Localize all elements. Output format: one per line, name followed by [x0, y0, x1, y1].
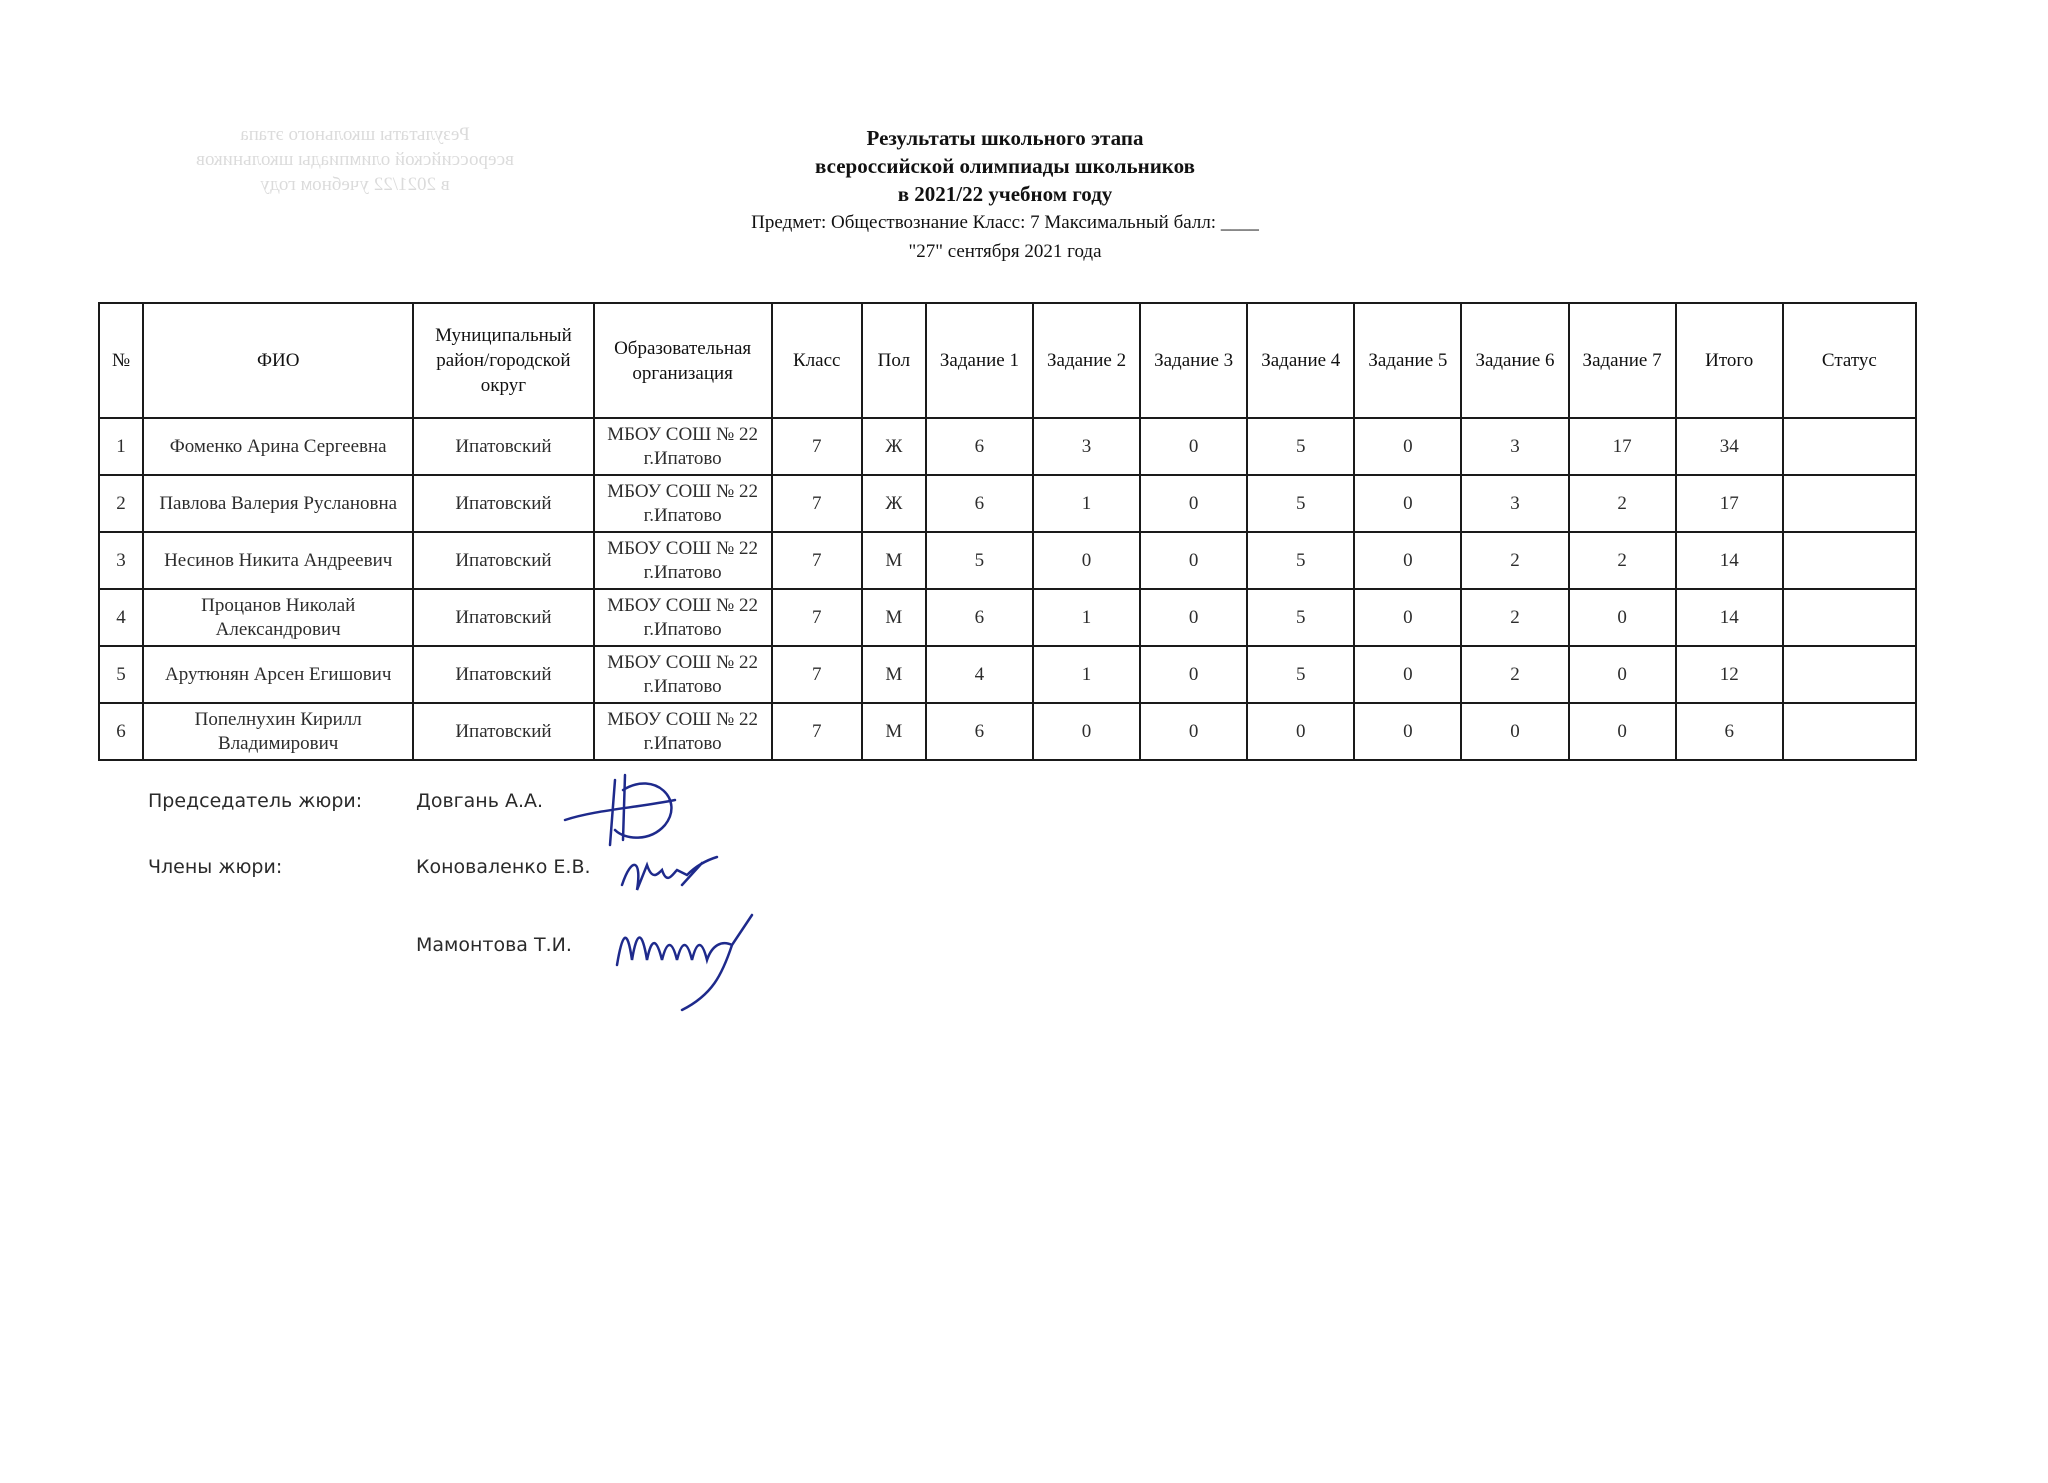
- cell-status: [1783, 532, 1916, 589]
- cell-grade: 7: [772, 646, 862, 703]
- cell-task-5: 0: [1354, 532, 1461, 589]
- cell-task-6: 0: [1461, 703, 1568, 760]
- table-row: [99, 532, 1916, 589]
- cell-grade: 7: [772, 418, 862, 475]
- cell-task-5: 0: [1354, 646, 1461, 703]
- bleed-through-line: всероссийской олимпиады школьников: [196, 149, 514, 170]
- cell-task-5: 0: [1354, 418, 1461, 475]
- cell-task-2: 1: [1033, 646, 1140, 703]
- document-header: [680, 124, 1330, 266]
- cell-name: Попелнухин Кирилл Владимирович: [143, 703, 413, 760]
- cell-task-1: 6: [926, 418, 1033, 475]
- col-header-task-5: Задание 5: [1354, 303, 1461, 418]
- cell-org: МБОУ СОШ № 22 г.Ипатово: [594, 646, 772, 703]
- cell-task-7: 0: [1569, 703, 1676, 760]
- col-header-sex: Пол: [862, 303, 926, 418]
- cell-task-3: 0: [1140, 475, 1247, 532]
- cell-task-1: 4: [926, 646, 1033, 703]
- cell-name: Павлова Валерия Руслановна: [143, 475, 413, 532]
- cell-org: МБОУ СОШ № 22 г.Ипатово: [594, 589, 772, 646]
- cell-district: Ипатовский: [413, 475, 593, 532]
- cell-task-7: 2: [1569, 532, 1676, 589]
- col-header-task-4: Задание 4: [1247, 303, 1354, 418]
- cell-sex: Ж: [862, 475, 926, 532]
- cell-task-2: 1: [1033, 475, 1140, 532]
- cell-status: [1783, 418, 1916, 475]
- cell-task-4: 5: [1247, 532, 1354, 589]
- cell-status: [1783, 589, 1916, 646]
- cell-task-3: 0: [1140, 646, 1247, 703]
- cell-task-7: 0: [1569, 589, 1676, 646]
- title-line-2: всероссийской олимпиады школьников: [815, 154, 1195, 178]
- cell-task-2: 0: [1033, 703, 1140, 760]
- cell-sex: М: [862, 703, 926, 760]
- cell-task-7: 2: [1569, 475, 1676, 532]
- cell-task-5: 0: [1354, 703, 1461, 760]
- jury-chair-label: Председатель жюри:: [148, 790, 363, 812]
- cell-task-7: 0: [1569, 646, 1676, 703]
- table-row: [99, 418, 1916, 475]
- cell-sex: Ж: [862, 418, 926, 475]
- cell-total: 12: [1676, 646, 1783, 703]
- cell-name: Несинов Никита Андреевич: [143, 532, 413, 589]
- cell-grade: 7: [772, 589, 862, 646]
- cell-total: 6: [1676, 703, 1783, 760]
- bleed-through-line: в 2021/22 учебном году: [260, 174, 450, 195]
- cell-task-3: 0: [1140, 589, 1247, 646]
- date-line: "27" сентября 2021 года: [908, 241, 1102, 262]
- cell-name: Арутюнян Арсен Егишович: [143, 646, 413, 703]
- table-row: [99, 475, 1916, 532]
- cell-sex: М: [862, 646, 926, 703]
- cell-task-3: 0: [1140, 532, 1247, 589]
- col-header-task-2: Задание 2: [1033, 303, 1140, 418]
- cell-grade: 7: [772, 475, 862, 532]
- cell-name: Фоменко Арина Сергеевна: [143, 418, 413, 475]
- cell-org: МБОУ СОШ № 22 г.Ипатово: [594, 532, 772, 589]
- cell-task-4: 5: [1247, 646, 1354, 703]
- cell-task-2: 3: [1033, 418, 1140, 475]
- cell-task-1: 6: [926, 475, 1033, 532]
- col-header-task-7: Задание 7: [1569, 303, 1676, 418]
- col-header-number: №: [99, 303, 143, 418]
- col-header-status: Статус: [1783, 303, 1916, 418]
- cell-task-1: 6: [926, 589, 1033, 646]
- cell-grade: 7: [772, 532, 862, 589]
- cell-task-4: 5: [1247, 418, 1354, 475]
- cell-district: Ипатовский: [413, 589, 593, 646]
- cell-status: [1783, 646, 1916, 703]
- cell-total: 34: [1676, 418, 1783, 475]
- cell-task-2: 1: [1033, 589, 1140, 646]
- cell-number: 3: [99, 532, 143, 589]
- cell-number: 2: [99, 475, 143, 532]
- table-row: [99, 589, 1916, 646]
- cell-task-4: 5: [1247, 475, 1354, 532]
- cell-total: 17: [1676, 475, 1783, 532]
- cell-task-6: 2: [1461, 589, 1568, 646]
- cell-grade: 7: [772, 703, 862, 760]
- cell-task-4: 5: [1247, 589, 1354, 646]
- jury-chair-name: Довгань А.А.: [416, 790, 544, 812]
- table-row: [99, 646, 1916, 703]
- cell-district: Ипатовский: [413, 418, 593, 475]
- cell-name: Процанов Николай Александрович: [143, 589, 413, 646]
- col-header-task-6: Задание 6: [1461, 303, 1568, 418]
- col-header-task-3: Задание 3: [1140, 303, 1247, 418]
- cell-task-1: 5: [926, 532, 1033, 589]
- cell-district: Ипатовский: [413, 703, 593, 760]
- col-header-total: Итого: [1676, 303, 1783, 418]
- signature-member-2: [612, 905, 782, 1015]
- signature-member-1: [612, 845, 722, 905]
- cell-sex: М: [862, 532, 926, 589]
- table-row: [99, 703, 1916, 760]
- cell-task-3: 0: [1140, 703, 1247, 760]
- cell-task-6: 2: [1461, 646, 1568, 703]
- subject-line: Предмет: Обществознание Класс: 7 Максимальный балл: ____: [751, 212, 1259, 233]
- cell-district: Ипатовский: [413, 532, 593, 589]
- cell-number: 6: [99, 703, 143, 760]
- col-header-grade: Класс: [772, 303, 862, 418]
- cell-task-1: 6: [926, 703, 1033, 760]
- cell-total: 14: [1676, 532, 1783, 589]
- col-header-org: Образовательная организация: [594, 303, 772, 418]
- title-line-1: Результаты школьного этапа: [866, 126, 1144, 150]
- cell-task-6: 3: [1461, 418, 1568, 475]
- cell-sex: М: [862, 589, 926, 646]
- cell-number: 5: [99, 646, 143, 703]
- cell-org: МБОУ СОШ № 22 г.Ипатово: [594, 475, 772, 532]
- cell-district: Ипатовский: [413, 646, 593, 703]
- bleed-through-line: Результаты школьного этапа: [240, 124, 470, 145]
- cell-total: 14: [1676, 589, 1783, 646]
- jury-members-label: Члены жюри:: [148, 856, 283, 878]
- jury-member-2: Мамонтова Т.И.: [416, 934, 572, 956]
- cell-task-6: 3: [1461, 475, 1568, 532]
- cell-task-5: 0: [1354, 475, 1461, 532]
- cell-status: [1783, 475, 1916, 532]
- col-header-district: Муниципальный район/городской округ: [413, 303, 593, 418]
- cell-task-6: 2: [1461, 532, 1568, 589]
- col-header-name: ФИО: [143, 303, 413, 418]
- cell-task-4: 0: [1247, 703, 1354, 760]
- cell-task-5: 0: [1354, 589, 1461, 646]
- bleed-through-text: [120, 122, 590, 197]
- title-line-3: в 2021/22 учебном году: [897, 182, 1113, 206]
- cell-number: 4: [99, 589, 143, 646]
- cell-org: МБОУ СОШ № 22 г.Ипатово: [594, 418, 772, 475]
- cell-status: [1783, 703, 1916, 760]
- cell-org: МБОУ СОШ № 22 г.Ипатово: [594, 703, 772, 760]
- table-header-row: [99, 303, 1916, 418]
- cell-task-3: 0: [1140, 418, 1247, 475]
- jury-member-1: Коноваленко Е.В.: [416, 856, 591, 878]
- results-table: [98, 302, 1917, 761]
- cell-task-2: 0: [1033, 532, 1140, 589]
- cell-number: 1: [99, 418, 143, 475]
- cell-task-7: 17: [1569, 418, 1676, 475]
- col-header-task-1: Задание 1: [926, 303, 1033, 418]
